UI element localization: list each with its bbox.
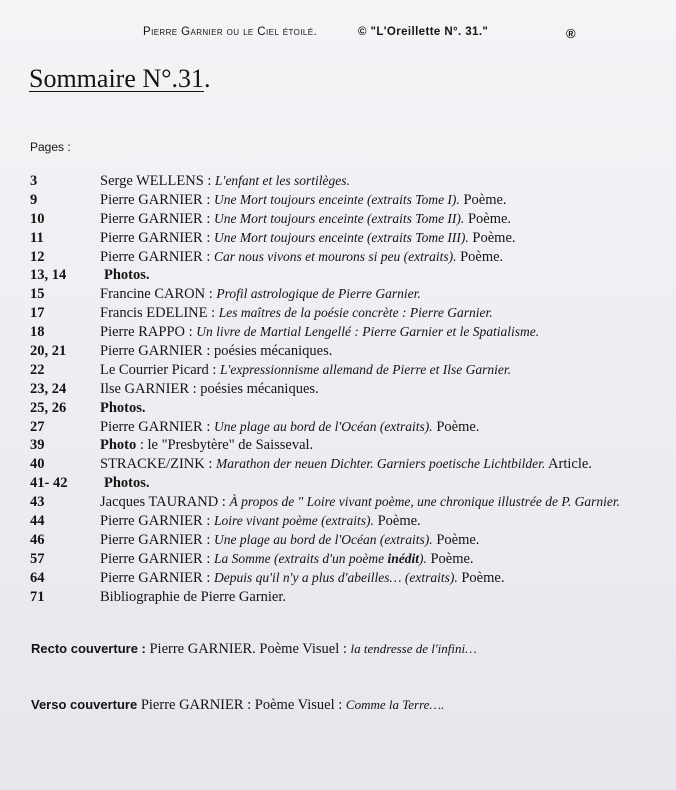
toc-work-text: Les maîtres de la poésie concrète : Pierre Garnier. (218, 305, 493, 321)
toc-author: Pierre GARNIER : (100, 418, 214, 435)
toc-work-title (196, 324, 539, 339)
recto-text: Pierre GARNIER. Poème Visuel : (149, 641, 351, 657)
registered-mark: ® (566, 26, 576, 41)
toc-author: Pierre GARNIER : (100, 550, 214, 567)
toc-page-number: 46 (30, 531, 45, 548)
toc-work-text: Une Mort toujours enceinte (extraits Tome I). (213, 191, 460, 207)
toc-page-number: 9 (30, 191, 38, 208)
toc-row (30, 418, 670, 437)
toc-row (30, 304, 670, 323)
toc-work-emphasis: inédit (387, 550, 419, 566)
toc-row (30, 399, 670, 418)
toc-entry (100, 399, 146, 418)
toc-entry (100, 512, 421, 531)
toc-entry (100, 361, 511, 380)
toc-row (30, 474, 670, 493)
toc-work-text: Loire vivant poème (extraits). (213, 513, 374, 529)
toc-page-number: 18 (30, 324, 45, 341)
toc-annotation: Poème. (426, 550, 474, 567)
toc-page-number: 3 (30, 173, 38, 189)
toc-author: Photos. (104, 267, 150, 284)
toc-page-number: 43 (30, 494, 45, 511)
toc-work-text-end: ). (418, 550, 427, 566)
page-title-text: Sommaire N°.31 (29, 64, 205, 93)
toc-author: Pierre GARNIER : (100, 191, 214, 208)
toc-row (30, 323, 670, 342)
toc-author: Serge WELLENS : (100, 173, 216, 189)
toc-author: Photos. (104, 475, 150, 492)
toc-work-text: L'enfant et les sortilèges. (215, 173, 350, 188)
toc-annotation: : le "Presbytère" de Saisseval. (136, 437, 314, 454)
toc-row (30, 210, 670, 229)
toc-entry (100, 172, 350, 191)
toc-entry (100, 569, 504, 588)
toc-page-number: 27 (30, 418, 45, 435)
toc-work-text: L'expressionnisme allemand de Pierre et Ilse Garnier. (220, 361, 511, 377)
toc-work-title (214, 419, 433, 434)
toc-author: Pierre GARNIER : (100, 229, 214, 246)
toc-entry (100, 531, 479, 550)
toc-author: Photos. (100, 399, 146, 416)
toc-author: STRACKE/ZINK : (100, 456, 216, 473)
toc-entry (100, 191, 507, 210)
toc-entry (104, 266, 150, 285)
toc-row (30, 512, 670, 531)
toc-author: Pierre GARNIER : (100, 210, 214, 227)
toc-work-text: Une Mort toujours enceinte (extraits Tome II). (213, 210, 465, 226)
toc-page-number: 44 (30, 513, 45, 530)
toc-author: Pierre GARNIER : (100, 248, 214, 265)
toc-entry (100, 323, 539, 342)
toc-author: Pierre GARNIER : poésies mécaniques. (100, 343, 333, 360)
toc-work-title (220, 362, 511, 377)
toc-row (30, 531, 670, 550)
toc-author: Francine CARON : (100, 286, 217, 303)
toc-entry (100, 550, 474, 569)
toc-annotation: Poème. (468, 229, 516, 246)
toc-entry (100, 229, 516, 248)
toc-author: Ilse GARNIER : poésies mécaniques. (100, 380, 319, 397)
toc-page-number: 57 (30, 550, 45, 567)
toc-author: Pierre GARNIER : (100, 569, 214, 586)
toc-page-number: 10 (30, 210, 45, 227)
toc-entry (104, 474, 150, 493)
recto-cover-line (31, 641, 477, 658)
toc-work-title (216, 286, 420, 301)
toc-annotation: Poème. (432, 531, 480, 548)
toc-page-number: 20, 21 (30, 343, 67, 360)
toc-work-title (214, 570, 458, 585)
toc-page-number: 23, 24 (30, 380, 67, 397)
toc-author: Bibliographie de Pierre Garnier. (100, 588, 287, 605)
toc-work-title (214, 249, 456, 264)
toc-row (30, 172, 670, 191)
toc-author: Francis EDELINE : (100, 305, 219, 322)
toc-work-title (214, 230, 469, 245)
toc-row (30, 361, 670, 380)
verso-text: Pierre GARNIER : Poème Visuel : (137, 697, 346, 713)
toc-work-title (214, 551, 427, 566)
toc-work-text: Marathon der neuen Dichter. Garniers poetische Lichtbilder. (216, 456, 546, 472)
table-of-contents (30, 172, 670, 606)
toc-page-number: 40 (30, 456, 45, 473)
toc-row (30, 248, 670, 267)
pages-label: Pages : (30, 140, 71, 154)
toc-work-title (214, 513, 374, 528)
recto-label: Recto couverture : (31, 641, 150, 656)
toc-page-number: 39 (30, 437, 45, 454)
toc-work-title (229, 494, 620, 509)
toc-annotation: Poème. (432, 418, 480, 435)
toc-work-text: Une plage au bord de l'Océan (extraits). (213, 531, 433, 547)
toc-page-number: 71 (30, 588, 45, 605)
toc-author: Pierre RAPPO : (100, 324, 197, 341)
toc-page-number: 41- 42 (30, 475, 68, 492)
toc-page-number: 15 (30, 286, 45, 303)
toc-work-title (214, 211, 464, 226)
verso-work: Comme la Terre…. (345, 697, 445, 712)
toc-annotation: Poème. (459, 191, 507, 208)
toc-annotation: Poème. (464, 210, 512, 227)
toc-work-text: Une plage au bord de l'Océan (extraits). (213, 418, 433, 434)
toc-row (30, 436, 670, 455)
toc-entry (100, 248, 503, 267)
toc-row (30, 229, 670, 248)
toc-row (30, 588, 670, 607)
toc-entry (100, 588, 286, 607)
toc-page-number: 22 (30, 361, 45, 378)
toc-page-number: 11 (30, 229, 44, 246)
toc-work-title (216, 456, 545, 471)
header-copyright: © "L'Oreillette N°. 31." (358, 26, 489, 38)
toc-annotation: Poème. (373, 513, 421, 530)
toc-author: Pierre GARNIER : (100, 513, 214, 530)
toc-work-title (214, 192, 460, 207)
toc-author: Le Courrier Picard : (100, 361, 220, 378)
toc-work-text: Une Mort toujours enceinte (extraits Tome III). (213, 229, 469, 245)
toc-work-text: Car nous vivons et mourons si peu (extraits). (213, 248, 457, 264)
toc-row (30, 342, 670, 361)
toc-annotation: Poème. (457, 569, 505, 586)
toc-row (30, 550, 670, 569)
toc-work-title (219, 305, 493, 320)
toc-row (30, 285, 670, 304)
toc-author: Pierre GARNIER : (100, 531, 214, 548)
toc-entry (100, 418, 479, 437)
toc-work-text: Profil astrologique de Pierre Garnier. (216, 286, 421, 302)
toc-entry (100, 436, 313, 455)
toc-annotation: Poème. (456, 248, 504, 265)
toc-row (30, 569, 670, 588)
toc-entry (100, 493, 620, 512)
toc-entry (100, 342, 332, 361)
toc-row (30, 191, 670, 210)
toc-row (30, 266, 670, 285)
toc-work-text: À propos de " Loire vivant poème, une chronique illustrée de P. Garnier. (229, 494, 620, 510)
toc-row (30, 493, 670, 512)
toc-work-text: La Somme (extraits d'un poème (213, 550, 388, 566)
page-title (29, 64, 211, 94)
toc-work-text: Un livre de Martial Lengellé : Pierre Garnier et le Spatialisme. (196, 324, 540, 340)
page-title-period: . (204, 64, 211, 93)
verso-label: Verso couverture (31, 697, 138, 712)
toc-author: Jacques TAURAND : (100, 494, 230, 511)
toc-entry (100, 455, 592, 474)
toc-page-number: 13, 14 (30, 267, 67, 284)
toc-page-number: 64 (30, 569, 45, 586)
toc-entry (100, 285, 421, 304)
toc-row (30, 380, 670, 399)
toc-work-text: Depuis qu'il n'y a plus d'abeilles… (extraits). (213, 569, 458, 585)
header-title: Pierre Garnier ou le Ciel étoilé. (143, 26, 318, 38)
toc-entry (100, 304, 493, 323)
running-header (0, 26, 676, 46)
toc-author: Photo (100, 437, 137, 454)
toc-entry (100, 210, 511, 229)
verso-cover-line (31, 697, 444, 714)
toc-row (30, 455, 670, 474)
toc-page-number: 12 (30, 248, 45, 265)
recto-work: la tendresse de l'infini… (350, 641, 477, 656)
toc-page-number: 17 (30, 305, 45, 322)
toc-work-title (215, 173, 350, 188)
toc-work-title (214, 532, 433, 547)
toc-annotation: Article. (545, 456, 592, 473)
toc-entry (100, 380, 319, 399)
toc-page-number: 25, 26 (30, 399, 67, 416)
